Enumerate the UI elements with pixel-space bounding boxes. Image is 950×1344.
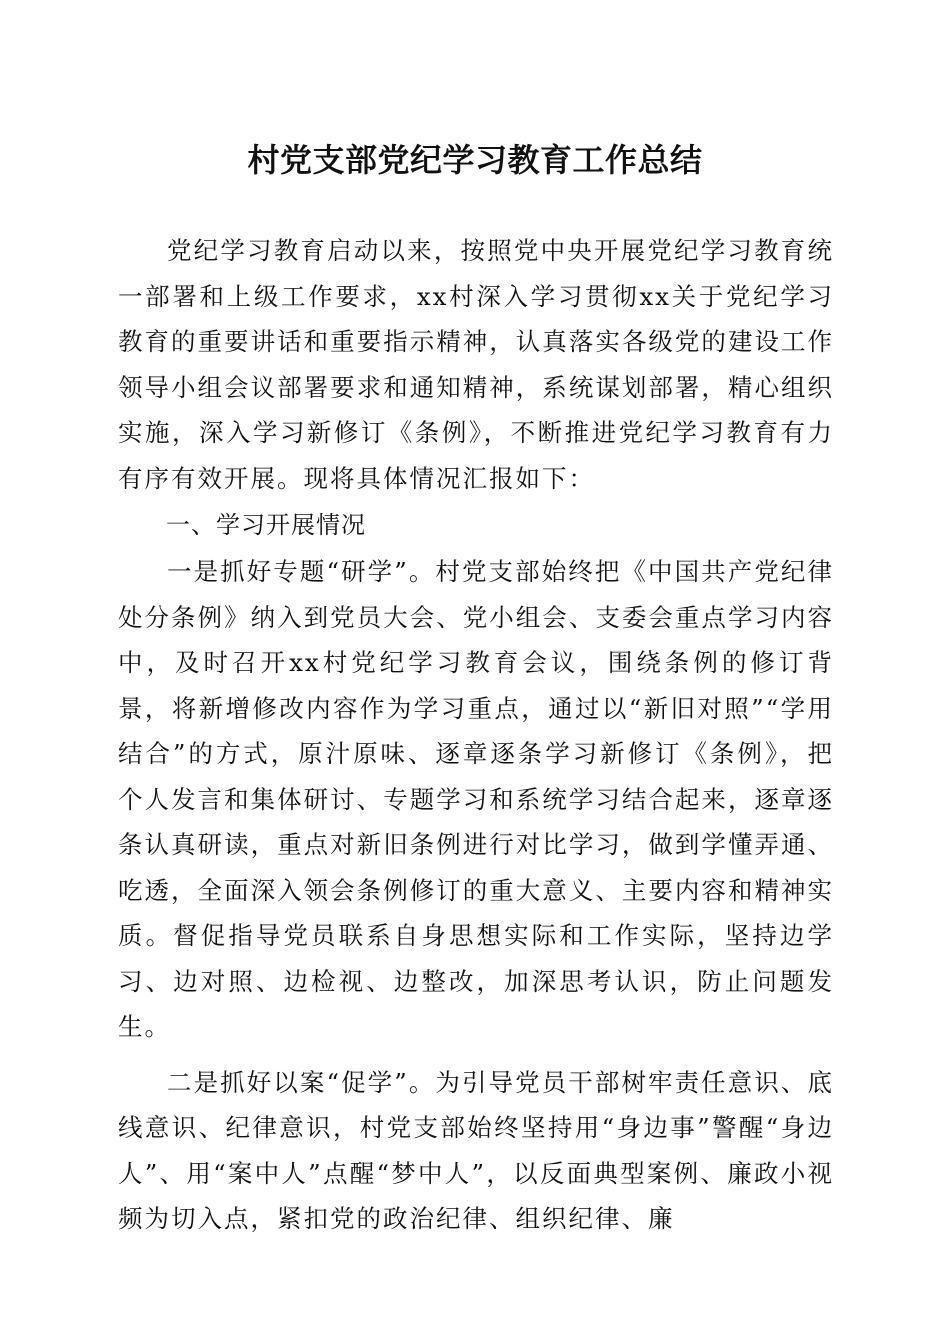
document-title: 村党支部党纪学习教育工作总结 [247,141,703,179]
paragraph-study-topic: 一是抓好专题“研学”。村党支部始终把《中国共产党纪律处分条例》纳入到党员大会、党小组会、支委会重点学习内容中，及时召开xx村党纪学习教育会议，围绕条例的修订背景，将新增修改内容作为学习重点，通过以“新旧对照”“学用结合”的方式，原汁原味、逐章逐条学习新修订《条例》，把个人发言和集体研讨、专题学习和系统学习结合起来，逐章逐条认真研读，重点对新旧条例进行对比学习，做到学懂弄通、吃透，全面深入领会条例修订的重大意义、主要内容和精神实质。督促指导党员联系自身思想实际和工作实际，坚持边学习、边对照、边检视、边整改，加深思考认识，防止问题发生。 [118,557,834,1041]
intro-paragraph: 党纪学习教育启动以来，按照党中央开展党纪学习教育统一部署和上级工作要求，xx村深入学习贯彻xx关于党纪学习教育的重要讲话和重要指示精神，认真落实各级党的建设工作领导小组会议部署要求和通知精神，系统谋划部署，精心组织实施，深入学习新修订《条例》，不断推进党纪学习教育有力有序有效开展。现将具体情况汇报如下： [118,236,834,493]
section-heading-1: 一、学习开展情况 [166,511,366,539]
document-body [118,228,834,1242]
paragraph-case-study: 二是抓好以案“促学”。为引导党员干部树牢责任意识、底线意识、纪律意识，村党支部始终坚持用“身边事”警醒“身边人”、用“案中人”点醒“梦中人”，以反面典型案例、廉政小视频为切入点，紧扣党的政治纪律、组织纪律、廉 [118,1067,834,1233]
